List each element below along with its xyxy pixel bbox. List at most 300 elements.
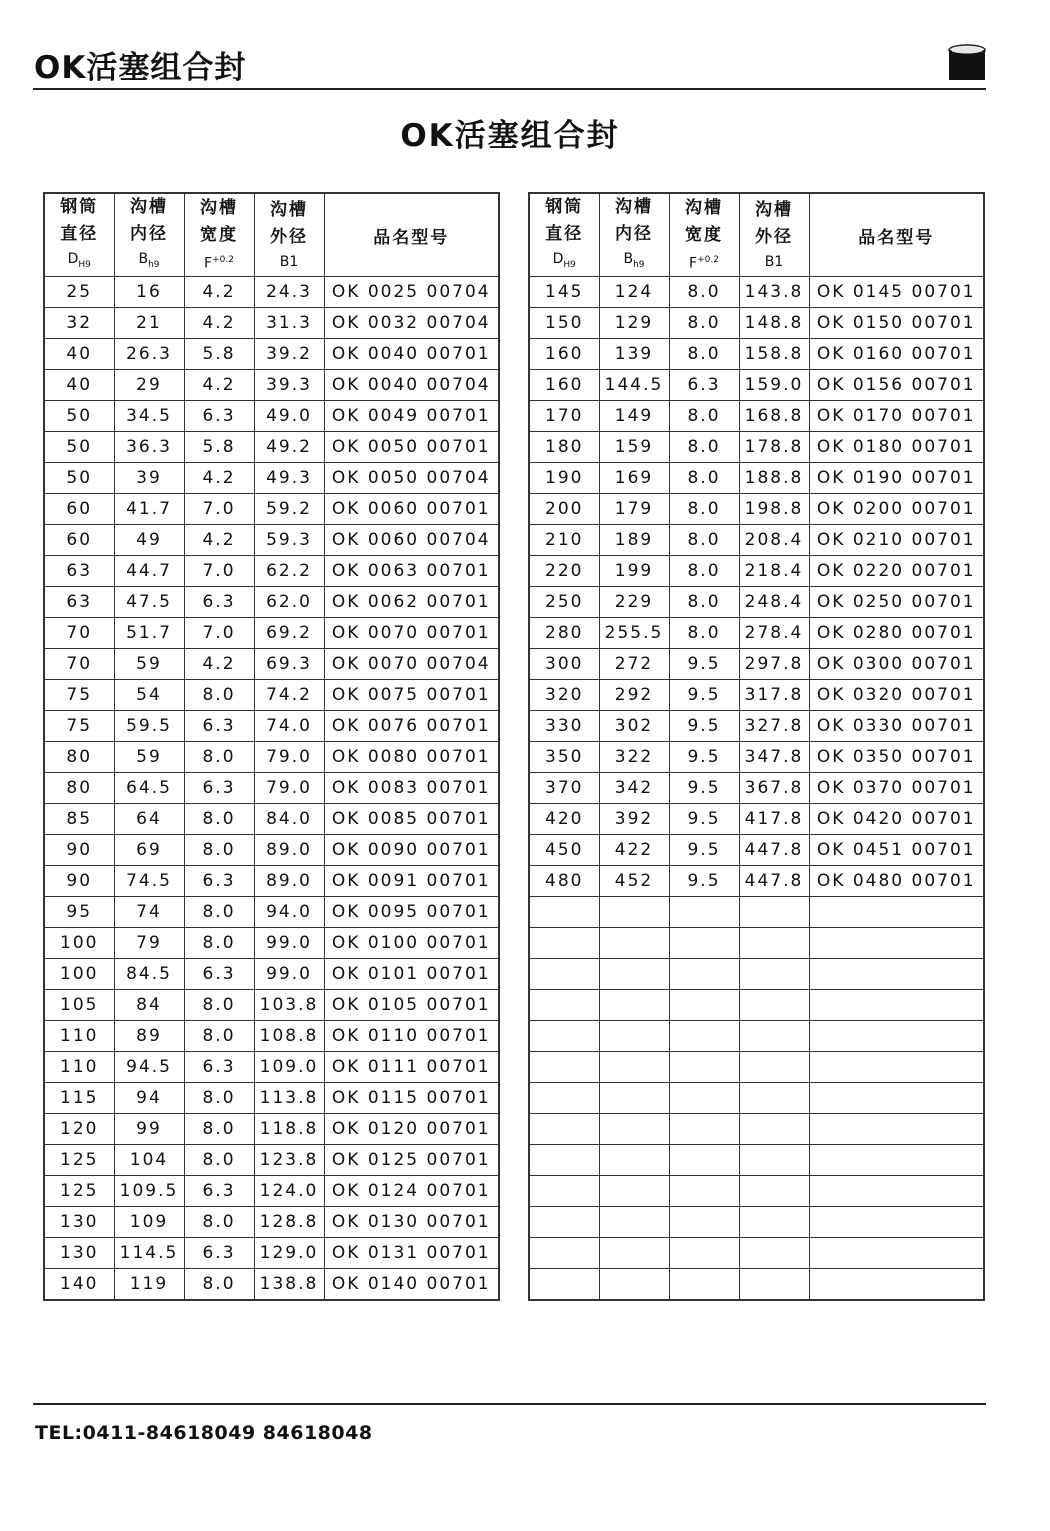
- table-cell: 180: [529, 432, 599, 463]
- table-cell: OK 0370 00701: [809, 773, 984, 804]
- column-header-symbol: [185, 249, 254, 275]
- table-cell: 7.0: [184, 556, 254, 587]
- table-cell: 150: [529, 308, 599, 339]
- table-cell: [809, 1021, 984, 1052]
- column-header: [324, 193, 499, 277]
- table-cell: 89.0: [254, 835, 324, 866]
- table-cell: OK 0150 00701: [809, 308, 984, 339]
- table-cell: [809, 1238, 984, 1269]
- column-header-symbol: [670, 249, 739, 275]
- table-cell: OK 0110 00701: [324, 1021, 499, 1052]
- table-cell: [739, 1269, 809, 1301]
- symbol-letter: F: [204, 255, 213, 272]
- table-cell: [529, 1021, 599, 1052]
- table-cell: 8.0: [184, 990, 254, 1021]
- table-cell: OK 0083 00701: [324, 773, 499, 804]
- table-cell: 272: [599, 649, 669, 680]
- table-cell: 9.5: [669, 866, 739, 897]
- table-cell: 327.8: [739, 711, 809, 742]
- table-row: [44, 1083, 499, 1114]
- table-cell: OK 0111 00701: [324, 1052, 499, 1083]
- table-row: [529, 370, 984, 401]
- table-cell: 8.0: [184, 1021, 254, 1052]
- table-cell: 9.5: [669, 835, 739, 866]
- table-row: [529, 742, 984, 773]
- table-cell: OK 0130 00701: [324, 1207, 499, 1238]
- table-row: [44, 1145, 499, 1176]
- table-row: [529, 556, 984, 587]
- column-header: [529, 193, 599, 277]
- table-body: [44, 277, 499, 1301]
- table-cell: 108.8: [254, 1021, 324, 1052]
- table-cell: 84.5: [114, 959, 184, 990]
- table-cell: 94: [114, 1083, 184, 1114]
- table-cell: 115: [44, 1083, 114, 1114]
- table-row: [529, 618, 984, 649]
- table-cell: 8.0: [669, 339, 739, 370]
- table-cell: 29: [114, 370, 184, 401]
- table-body: [529, 277, 984, 1301]
- table-cell: 69: [114, 835, 184, 866]
- table-cell: 128.8: [254, 1207, 324, 1238]
- table-cell: 50: [44, 432, 114, 463]
- table-cell: OK 0070 00701: [324, 618, 499, 649]
- table-cell: 26.3: [114, 339, 184, 370]
- table-cell: 63: [44, 587, 114, 618]
- table-cell: 24.3: [254, 277, 324, 308]
- table-cell: 118.8: [254, 1114, 324, 1145]
- table-cell: 125: [44, 1176, 114, 1207]
- table-row: [529, 680, 984, 711]
- table-cell: 39: [114, 463, 184, 494]
- table-row: [44, 866, 499, 897]
- table-cell: 85: [44, 804, 114, 835]
- footer-divider: [33, 1403, 986, 1405]
- table-cell: [599, 959, 669, 990]
- table-cell: OK 0032 00704: [324, 308, 499, 339]
- table-cell: 6.3: [184, 959, 254, 990]
- table-cell: [739, 1176, 809, 1207]
- table-row: [44, 649, 499, 680]
- table-row: [44, 711, 499, 742]
- table-cell: 292: [599, 680, 669, 711]
- table-row: [44, 432, 499, 463]
- table-cell: [739, 1083, 809, 1114]
- table-cell: [669, 1114, 739, 1145]
- table-cell: OK 0049 00701: [324, 401, 499, 432]
- table-cell: 21: [114, 308, 184, 339]
- table-row: [44, 680, 499, 711]
- table-cell: 32: [44, 308, 114, 339]
- table-row: [44, 835, 499, 866]
- document-title: OK活塞组合封: [400, 118, 620, 154]
- table-cell: 342: [599, 773, 669, 804]
- table-row: [529, 1021, 984, 1052]
- table-cell: 190: [529, 463, 599, 494]
- table-cell: 322: [599, 742, 669, 773]
- table-cell: [669, 897, 739, 928]
- symbol-letter: B1: [279, 254, 299, 270]
- table-cell: 8.0: [184, 742, 254, 773]
- column-header-symbol: [255, 251, 324, 273]
- table-cell: [809, 1176, 984, 1207]
- table-cell: 69.2: [254, 618, 324, 649]
- table-cell: [809, 1145, 984, 1176]
- table-cell: OK 0050 00704: [324, 463, 499, 494]
- table-cell: [739, 959, 809, 990]
- symbol-letter: D: [552, 251, 564, 268]
- table-cell: 218.4: [739, 556, 809, 587]
- table-cell: 34.5: [114, 401, 184, 432]
- table-cell: 59.3: [254, 525, 324, 556]
- table-row: [529, 897, 984, 928]
- symbol-letter: F: [689, 255, 698, 272]
- table-cell: [669, 990, 739, 1021]
- table-cell: 7.0: [184, 618, 254, 649]
- table-cell: 422: [599, 835, 669, 866]
- table-cell: 100: [44, 928, 114, 959]
- table-cell: 50: [44, 463, 114, 494]
- table-cell: 60: [44, 494, 114, 525]
- table-cell: 64.5: [114, 773, 184, 804]
- table-cell: 109: [114, 1207, 184, 1238]
- table-cell: 8.0: [184, 1083, 254, 1114]
- table-cell: 39.3: [254, 370, 324, 401]
- table-cell: [669, 1083, 739, 1114]
- table-cell: 110: [44, 1021, 114, 1052]
- table-cell: 74.0: [254, 711, 324, 742]
- table-cell: OK 0190 00701: [809, 463, 984, 494]
- table-cell: OK 0100 00701: [324, 928, 499, 959]
- table-cell: OK 0124 00701: [324, 1176, 499, 1207]
- table-cell: OK 0075 00701: [324, 680, 499, 711]
- table-cell: OK 0210 00701: [809, 525, 984, 556]
- table-cell: 160: [529, 370, 599, 401]
- table-row: [44, 618, 499, 649]
- table-cell: 220: [529, 556, 599, 587]
- table-cell: 6.3: [184, 711, 254, 742]
- symbol-letter: B: [623, 251, 634, 268]
- table-cell: [599, 897, 669, 928]
- table-row: [529, 277, 984, 308]
- table-cell: OK 0090 00701: [324, 835, 499, 866]
- column-header-label: 品名型号: [858, 227, 935, 248]
- table-cell: OK 0101 00701: [324, 959, 499, 990]
- spec-table-left: [43, 192, 500, 1301]
- footer-phone: TEL:0411-84618049 84618048: [35, 1422, 373, 1444]
- table-cell: 9.5: [669, 680, 739, 711]
- table-cell: [529, 1238, 599, 1269]
- table-cell: 179: [599, 494, 669, 525]
- table-cell: 417.8: [739, 804, 809, 835]
- table-cell: OK 0060 00704: [324, 525, 499, 556]
- table-cell: OK 0280 00701: [809, 618, 984, 649]
- table-cell: 6.3: [184, 1176, 254, 1207]
- table-cell: 8.0: [669, 618, 739, 649]
- table-cell: [529, 990, 599, 1021]
- table-row: [529, 308, 984, 339]
- table-cell: [529, 1114, 599, 1145]
- table-cell: [739, 1207, 809, 1238]
- table-cell: [599, 1083, 669, 1114]
- table-cell: [809, 928, 984, 959]
- table-cell: 49.3: [254, 463, 324, 494]
- table-cell: [739, 1145, 809, 1176]
- table-cell: 170: [529, 401, 599, 432]
- table-cell: 59.5: [114, 711, 184, 742]
- table-cell: 280: [529, 618, 599, 649]
- table-cell: 159: [599, 432, 669, 463]
- table-cell: [739, 990, 809, 1021]
- table-cell: [599, 1021, 669, 1052]
- table-cell: [599, 1052, 669, 1083]
- table-cell: OK 0300 00701: [809, 649, 984, 680]
- table-row: [529, 835, 984, 866]
- table-cell: 7.0: [184, 494, 254, 525]
- table-row: [44, 308, 499, 339]
- table-cell: 62.2: [254, 556, 324, 587]
- column-header-symbol: [600, 248, 669, 276]
- table-row: [529, 1083, 984, 1114]
- table-cell: 330: [529, 711, 599, 742]
- table-cell: 8.0: [184, 835, 254, 866]
- table-cell: 139: [599, 339, 669, 370]
- table-row: [44, 1207, 499, 1238]
- table-row: [44, 804, 499, 835]
- symbol-letter: D: [67, 251, 79, 268]
- column-header: [669, 193, 739, 277]
- table-cell: OK 0040 00701: [324, 339, 499, 370]
- column-header-line1: 沟槽: [270, 200, 308, 220]
- table-cell: 51.7: [114, 618, 184, 649]
- table-row: [529, 1176, 984, 1207]
- column-header-line2: 内径: [130, 224, 168, 245]
- table-cell: 89.0: [254, 866, 324, 897]
- table-row: [529, 649, 984, 680]
- symbol-subscript: H9: [78, 259, 91, 270]
- table-cell: OK 0145 00701: [809, 277, 984, 308]
- table-cell: 114.5: [114, 1238, 184, 1269]
- column-header-symbol: [45, 248, 114, 276]
- table-cell: 140: [44, 1269, 114, 1301]
- table-cell: 452: [599, 866, 669, 897]
- column-header-line1: 钢筒: [60, 197, 99, 218]
- table-row: [529, 494, 984, 525]
- table-row: [44, 1021, 499, 1052]
- table-cell: 6.3: [184, 401, 254, 432]
- table-cell: [669, 1052, 739, 1083]
- table-cell: [529, 1083, 599, 1114]
- table-cell: OK 0140 00701: [324, 1269, 499, 1301]
- table-cell: OK 0420 00701: [809, 804, 984, 835]
- table-row: [529, 525, 984, 556]
- column-header-line1: 沟槽: [685, 198, 723, 219]
- table-row: [44, 773, 499, 804]
- table-cell: 145: [529, 277, 599, 308]
- table-row: [44, 1176, 499, 1207]
- table-cell: [599, 928, 669, 959]
- column-header-line1: 钢筒: [545, 197, 584, 218]
- brand-cup-icon: [948, 44, 986, 82]
- table-cell: [739, 1114, 809, 1145]
- table-cell: 84: [114, 990, 184, 1021]
- table-cell: [529, 1176, 599, 1207]
- table-cell: [669, 1207, 739, 1238]
- table-cell: 25: [44, 277, 114, 308]
- table-cell: OK 0320 00701: [809, 680, 984, 711]
- table-cell: 59: [114, 742, 184, 773]
- column-header-line2: 外径: [755, 227, 793, 247]
- table-cell: OK 0250 00701: [809, 587, 984, 618]
- table-cell: 159.0: [739, 370, 809, 401]
- table-cell: 62.0: [254, 587, 324, 618]
- table-cell: 54: [114, 680, 184, 711]
- table-row: [529, 773, 984, 804]
- table-cell: 9.5: [669, 742, 739, 773]
- table-row: [44, 959, 499, 990]
- table-cell: OK 0091 00701: [324, 866, 499, 897]
- table-cell: [529, 1269, 599, 1301]
- table-row: [44, 401, 499, 432]
- table-cell: 8.0: [669, 463, 739, 494]
- table-cell: 9.5: [669, 773, 739, 804]
- table-cell: [669, 1021, 739, 1052]
- column-header-line1: 沟槽: [200, 198, 238, 219]
- table-cell: 189: [599, 525, 669, 556]
- table-cell: [809, 1052, 984, 1083]
- table-cell: 370: [529, 773, 599, 804]
- header-divider: [33, 88, 986, 90]
- table-cell: 99.0: [254, 928, 324, 959]
- table-cell: [739, 1052, 809, 1083]
- table-cell: [739, 897, 809, 928]
- table-cell: [809, 897, 984, 928]
- table-cell: 39.2: [254, 339, 324, 370]
- header-row: [44, 193, 499, 277]
- table-cell: 198.8: [739, 494, 809, 525]
- table-cell: 47.5: [114, 587, 184, 618]
- table-cell: OK 0040 00704: [324, 370, 499, 401]
- table-cell: 95: [44, 897, 114, 928]
- table-cell: 4.2: [184, 463, 254, 494]
- table-cell: 169: [599, 463, 669, 494]
- table-cell: 90: [44, 866, 114, 897]
- table-cell: [599, 1269, 669, 1301]
- table-cell: [809, 959, 984, 990]
- table-cell: 8.0: [184, 1269, 254, 1301]
- table-cell: 124: [599, 277, 669, 308]
- table-cell: 8.0: [184, 897, 254, 928]
- table-cell: 9.5: [669, 649, 739, 680]
- table-cell: 6.3: [184, 587, 254, 618]
- table-cell: 149: [599, 401, 669, 432]
- table-row: [44, 277, 499, 308]
- table-row: [44, 494, 499, 525]
- table-cell: 74.5: [114, 866, 184, 897]
- table-cell: 50: [44, 401, 114, 432]
- table-cell: [599, 1145, 669, 1176]
- table-cell: 8.0: [669, 401, 739, 432]
- table-cell: OK 0070 00704: [324, 649, 499, 680]
- table-cell: [809, 1269, 984, 1301]
- table-cell: 59: [114, 649, 184, 680]
- table-cell: 168.8: [739, 401, 809, 432]
- column-header-line2: 宽度: [685, 225, 723, 246]
- table-cell: 188.8: [739, 463, 809, 494]
- column-header-line2: 内径: [615, 224, 653, 245]
- table-row: [44, 897, 499, 928]
- table-cell: [599, 1114, 669, 1145]
- table-cell: 6.3: [184, 1052, 254, 1083]
- table-cell: OK 0105 00701: [324, 990, 499, 1021]
- table-cell: 320: [529, 680, 599, 711]
- table-cell: 450: [529, 835, 599, 866]
- table-row: [529, 959, 984, 990]
- table-cell: 110: [44, 1052, 114, 1083]
- table-row: [529, 1114, 984, 1145]
- column-header-line2: 直径: [545, 224, 584, 245]
- table-row: [44, 1052, 499, 1083]
- table-cell: OK 0063 00701: [324, 556, 499, 587]
- table-cell: [669, 928, 739, 959]
- table-cell: OK 0085 00701: [324, 804, 499, 835]
- table-cell: 109.0: [254, 1052, 324, 1083]
- table-row: [44, 1238, 499, 1269]
- table-cell: [599, 990, 669, 1021]
- table-cell: 8.0: [669, 556, 739, 587]
- table-cell: 99.0: [254, 959, 324, 990]
- table-cell: OK 0350 00701: [809, 742, 984, 773]
- column-header: [739, 193, 809, 277]
- table-cell: 130: [44, 1238, 114, 1269]
- table-row: [529, 711, 984, 742]
- table-cell: [599, 1176, 669, 1207]
- table-cell: 94.5: [114, 1052, 184, 1083]
- table-cell: 447.8: [739, 835, 809, 866]
- table-row: [44, 742, 499, 773]
- table-cell: 210: [529, 525, 599, 556]
- table-cell: 75: [44, 680, 114, 711]
- table-cell: 9.5: [669, 711, 739, 742]
- table-cell: 248.4: [739, 587, 809, 618]
- table-cell: 105: [44, 990, 114, 1021]
- table-row: [529, 1145, 984, 1176]
- table-row: [44, 525, 499, 556]
- table-cell: 4.2: [184, 308, 254, 339]
- table-cell: 129: [599, 308, 669, 339]
- column-header-line1: 沟槽: [755, 200, 793, 220]
- table-cell: 350: [529, 742, 599, 773]
- header-row: [529, 193, 984, 277]
- table-cell: [529, 1052, 599, 1083]
- table-row: [529, 990, 984, 1021]
- table-row: [44, 1114, 499, 1145]
- table-cell: [529, 1145, 599, 1176]
- table-cell: 124.0: [254, 1176, 324, 1207]
- table-row: [44, 556, 499, 587]
- symbol-subscript: h9: [148, 259, 160, 270]
- table-row: [529, 432, 984, 463]
- table-cell: OK 0025 00704: [324, 277, 499, 308]
- table-cell: 4.2: [184, 649, 254, 680]
- table-cell: 79: [114, 928, 184, 959]
- table-cell: 160: [529, 339, 599, 370]
- table-cell: 90: [44, 835, 114, 866]
- table-cell: 447.8: [739, 866, 809, 897]
- column-header: [114, 193, 184, 277]
- column-header-symbol: [115, 248, 184, 276]
- table-cell: 109.5: [114, 1176, 184, 1207]
